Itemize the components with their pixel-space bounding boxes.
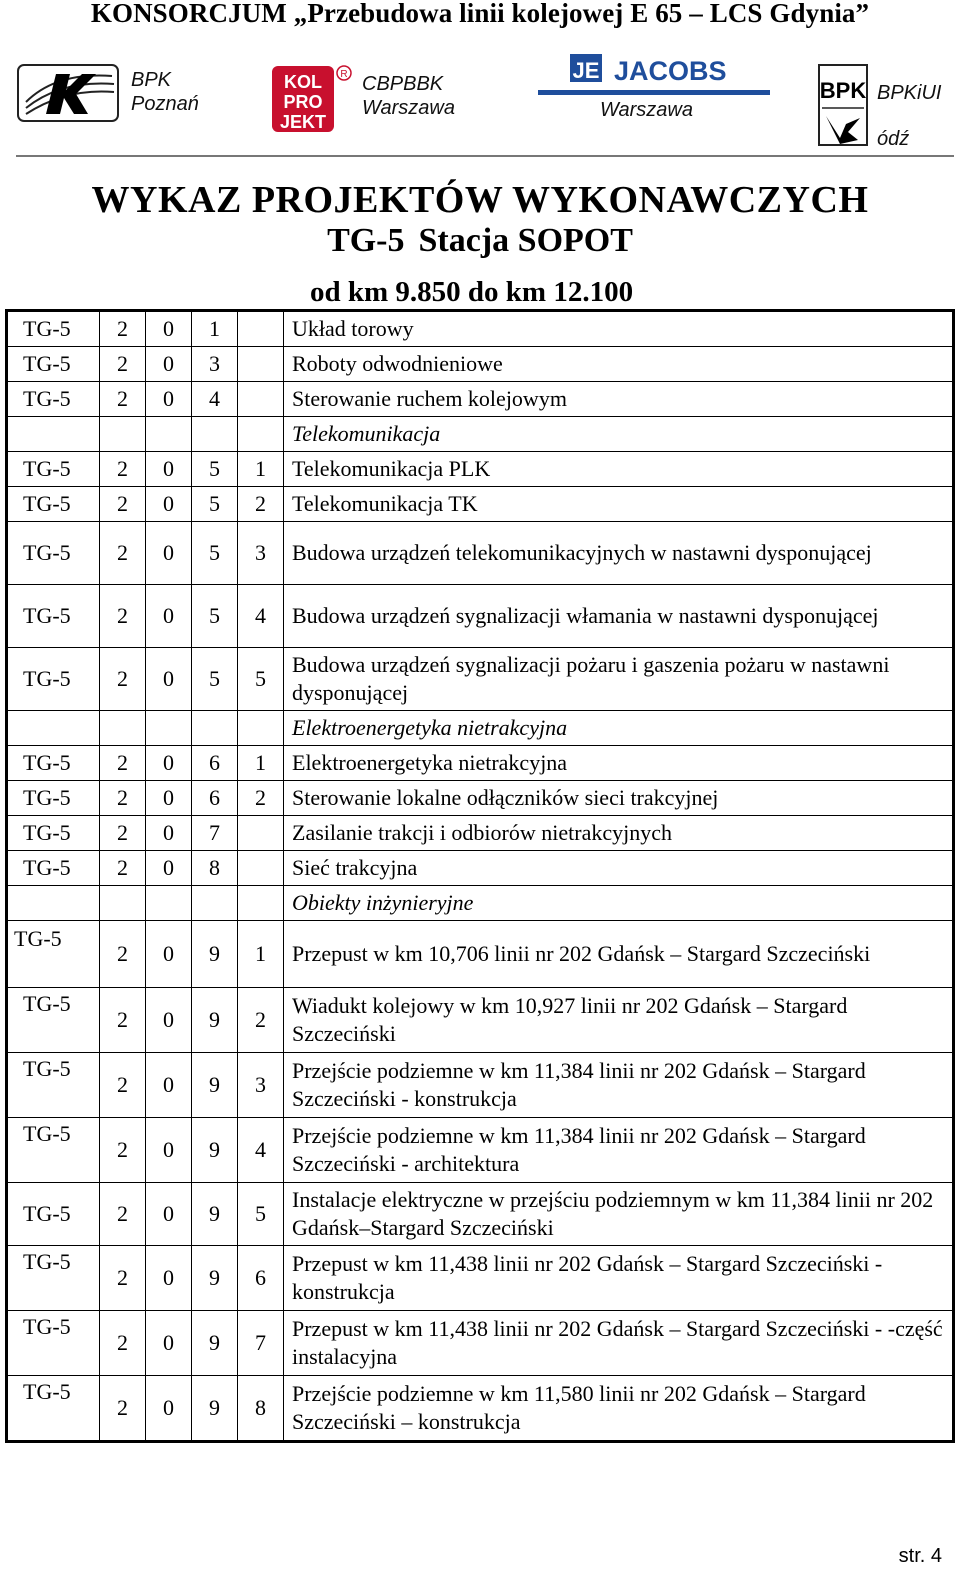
- svg-text:JEKT: JEKT: [279, 112, 327, 132]
- number-cell: 4: [192, 382, 238, 417]
- number-cell: [238, 382, 284, 417]
- number-cell: [238, 886, 284, 921]
- number-cell: 2: [100, 1183, 146, 1246]
- number-cell: 0: [146, 487, 192, 522]
- number-cell: 0: [146, 311, 192, 347]
- project-code-cell: TG-5: [7, 1311, 100, 1376]
- number-cell: 0: [146, 1053, 192, 1118]
- number-cell: 5: [192, 648, 238, 711]
- number-cell: 1: [192, 311, 238, 347]
- bpkiui-logo: [818, 64, 868, 146]
- description-cell: Przepust w km 11,438 linii nr 202 Gdańsk – Stargard Szczeciński - konstrukcja: [284, 1246, 954, 1311]
- svg-text:BPK: BPK: [819, 78, 867, 103]
- kolprojekt-logo: [270, 64, 356, 134]
- number-cell: 9: [192, 988, 238, 1053]
- number-cell: [100, 886, 146, 921]
- number-cell: 0: [146, 1246, 192, 1311]
- number-cell: 0: [146, 851, 192, 886]
- number-cell: 5: [238, 648, 284, 711]
- number-cell: [192, 417, 238, 452]
- svg-text:R: R: [340, 69, 348, 80]
- number-cell: 5: [192, 452, 238, 487]
- table-row: [7, 1311, 954, 1376]
- table-row: [7, 746, 954, 781]
- table-row: [7, 921, 954, 988]
- number-cell: 6: [192, 781, 238, 816]
- number-cell: 5: [238, 1183, 284, 1246]
- number-cell: [146, 711, 192, 746]
- number-cell: 2: [100, 452, 146, 487]
- description-cell: Sieć trakcyjna: [284, 851, 954, 886]
- description-cell: Budowa urządzeń sygnalizacji pożaru i gaszenia pożaru w nastawni dysponującej: [284, 648, 954, 711]
- table-row: [7, 452, 954, 487]
- project-code-cell: TG-5: [7, 452, 100, 487]
- number-cell: 9: [192, 1246, 238, 1311]
- project-code-cell: TG-5: [7, 781, 100, 816]
- number-cell: [238, 311, 284, 347]
- table-row: [7, 311, 954, 347]
- number-cell: [238, 417, 284, 452]
- category-row: [7, 711, 954, 746]
- number-cell: 2: [100, 988, 146, 1053]
- number-cell: 3: [192, 347, 238, 382]
- number-cell: 2: [100, 1246, 146, 1311]
- number-cell: [192, 886, 238, 921]
- number-cell: 9: [192, 1183, 238, 1246]
- category-row: [7, 417, 954, 452]
- number-cell: 2: [100, 311, 146, 347]
- number-cell: 0: [146, 921, 192, 988]
- description-cell: Telekomunikacja PLK: [284, 452, 954, 487]
- project-code-cell: [7, 711, 100, 746]
- jacobs-city-text: Warszawa: [600, 99, 693, 121]
- number-cell: [146, 417, 192, 452]
- project-code-cell: TG-5: [7, 382, 100, 417]
- number-cell: 2: [100, 1053, 146, 1118]
- number-cell: [238, 711, 284, 746]
- project-code-cell: TG-5: [7, 1246, 100, 1311]
- number-cell: 9: [192, 921, 238, 988]
- description-cell: Przepust w km 11,438 linii nr 202 Gdańsk – Stargard Szczeciński - -część instalacyjna: [284, 1311, 954, 1376]
- category-row: [7, 886, 954, 921]
- header-divider: [16, 155, 954, 157]
- description-cell: Telekomunikacja: [284, 417, 954, 452]
- table-row: [7, 1246, 954, 1311]
- number-cell: 0: [146, 1183, 192, 1246]
- projects-table: [5, 309, 955, 1443]
- project-code-cell: TG-5: [7, 921, 100, 988]
- svg-text:KOL: KOL: [284, 72, 322, 92]
- project-code-cell: TG-5: [7, 851, 100, 886]
- description-cell: Przepust w km 10,706 linii nr 202 Gdańsk – Stargard Szczeciński: [284, 921, 954, 988]
- number-cell: 0: [146, 648, 192, 711]
- description-cell: Budowa urządzeń telekomunikacyjnych w nastawni dysponującej: [284, 522, 954, 585]
- number-cell: 7: [192, 816, 238, 851]
- page-number: str. 4: [898, 1545, 942, 1567]
- project-code-cell: TG-5: [7, 988, 100, 1053]
- number-cell: 2: [100, 851, 146, 886]
- table-row: [7, 988, 954, 1053]
- bpk-poznan-text: BPK Poznań: [131, 69, 199, 115]
- table-row: [7, 851, 954, 886]
- table-row: [7, 816, 954, 851]
- description-cell: Roboty odwodnieniowe: [284, 347, 954, 382]
- svg-text:PRO: PRO: [283, 92, 323, 112]
- number-cell: 2: [100, 816, 146, 851]
- number-cell: 0: [146, 988, 192, 1053]
- number-cell: 5: [192, 487, 238, 522]
- number-cell: 2: [100, 347, 146, 382]
- number-cell: 2: [100, 1376, 146, 1442]
- project-code-cell: TG-5: [7, 746, 100, 781]
- svg-text:JE: JE: [572, 58, 600, 83]
- number-cell: 8: [238, 1376, 284, 1442]
- number-cell: 3: [238, 1053, 284, 1118]
- number-cell: [238, 851, 284, 886]
- project-code-cell: TG-5: [7, 816, 100, 851]
- description-cell: Przejście podziemne w km 11,384 linii nr 202 Gdańsk – Stargard Szczeciński - architektura: [284, 1118, 954, 1183]
- description-cell: Zasilanie trakcji i odbiorów nietrakcyjnych: [284, 816, 954, 851]
- table-row: [7, 522, 954, 585]
- description-cell: Sterowanie ruchem kolejowym: [284, 382, 954, 417]
- description-cell: Elektroenergetyka nietrakcyjna: [284, 746, 954, 781]
- description-cell: Budowa urządzeń sygnalizacji włamania w nastawni dysponującej: [284, 585, 954, 648]
- number-cell: 4: [238, 1118, 284, 1183]
- number-cell: 5: [192, 585, 238, 648]
- table-row: [7, 347, 954, 382]
- number-cell: 0: [146, 522, 192, 585]
- number-cell: 0: [146, 347, 192, 382]
- number-cell: 2: [238, 988, 284, 1053]
- project-code-cell: TG-5: [7, 1183, 100, 1246]
- table-row: [7, 487, 954, 522]
- number-cell: 2: [100, 585, 146, 648]
- consortium-heading: KONSORCJUM „Przebudowa linii kolejowej E 65 – LCS Gdynia”: [90, 0, 870, 28]
- table-row: [7, 1376, 954, 1442]
- number-cell: 2: [100, 382, 146, 417]
- number-cell: 8: [192, 851, 238, 886]
- number-cell: 5: [192, 522, 238, 585]
- project-code-cell: TG-5: [7, 311, 100, 347]
- number-cell: 6: [238, 1246, 284, 1311]
- project-code-cell: TG-5: [7, 648, 100, 711]
- number-cell: 0: [146, 1311, 192, 1376]
- project-code-cell: [7, 417, 100, 452]
- number-cell: 0: [146, 452, 192, 487]
- number-cell: 9: [192, 1118, 238, 1183]
- number-cell: [100, 417, 146, 452]
- svg-text:JACOBS: JACOBS: [614, 56, 727, 86]
- document-subtitle: TG-5 Stacja SOPOT: [327, 222, 633, 259]
- table-row: [7, 382, 954, 417]
- description-cell: Telekomunikacja TK: [284, 487, 954, 522]
- number-cell: 9: [192, 1311, 238, 1376]
- number-cell: 0: [146, 781, 192, 816]
- number-cell: 2: [100, 921, 146, 988]
- project-code-cell: TG-5: [7, 585, 100, 648]
- number-cell: 9: [192, 1376, 238, 1442]
- number-cell: 0: [146, 1118, 192, 1183]
- project-code-cell: TG-5: [7, 1376, 100, 1442]
- number-cell: 7: [238, 1311, 284, 1376]
- description-cell: Przejście podziemne w km 11,384 linii nr 202 Gdańsk – Stargard Szczeciński - konstrukcja: [284, 1053, 954, 1118]
- project-code-cell: TG-5: [7, 1118, 100, 1183]
- logo-strip: [0, 48, 960, 148]
- number-cell: 1: [238, 746, 284, 781]
- document-title: WYKAZ PROJEKTÓW WYKONAWCZYCH: [91, 179, 869, 221]
- description-cell: Obiekty inżynieryjne: [284, 886, 954, 921]
- km-range: od km 9.850 do km 12.100: [310, 276, 634, 308]
- number-cell: 3: [238, 522, 284, 585]
- table-row: [7, 1118, 954, 1183]
- number-cell: 1: [238, 452, 284, 487]
- number-cell: 2: [100, 1311, 146, 1376]
- number-cell: 2: [238, 781, 284, 816]
- number-cell: 2: [100, 648, 146, 711]
- table-row: [7, 648, 954, 711]
- number-cell: 2: [100, 522, 146, 585]
- table-row: [7, 781, 954, 816]
- number-cell: 2: [100, 487, 146, 522]
- number-cell: 1: [238, 921, 284, 988]
- project-code-cell: TG-5: [7, 1053, 100, 1118]
- table-row: [7, 1053, 954, 1118]
- description-cell: Elektroenergetyka nietrakcyjna: [284, 711, 954, 746]
- bpk-poznan-logo: [16, 62, 122, 124]
- description-cell: Instalacje elektryczne w przejściu podziemnym w km 11,384 linii nr 202 Gdańsk–Stargard Szczeciński: [284, 1183, 954, 1246]
- number-cell: 0: [146, 585, 192, 648]
- bpkiui-text: BPKiUI ódź: [877, 82, 942, 150]
- project-code-cell: TG-5: [7, 522, 100, 585]
- number-cell: 0: [146, 816, 192, 851]
- table-row: [7, 585, 954, 648]
- number-cell: [238, 816, 284, 851]
- number-cell: 6: [192, 746, 238, 781]
- description-cell: Przejście podziemne w km 11,580 linii nr 202 Gdańsk – Stargard Szczeciński – konstrukcja: [284, 1376, 954, 1442]
- number-cell: 2: [238, 487, 284, 522]
- jacobs-logo: [538, 52, 772, 98]
- number-cell: 2: [100, 781, 146, 816]
- number-cell: [192, 711, 238, 746]
- number-cell: 0: [146, 746, 192, 781]
- number-cell: 2: [100, 746, 146, 781]
- number-cell: 2: [100, 1118, 146, 1183]
- description-cell: Sterowanie lokalne odłączników sieci trakcyjnej: [284, 781, 954, 816]
- description-cell: Układ torowy: [284, 311, 954, 347]
- table-row: [7, 1183, 954, 1246]
- number-cell: 0: [146, 382, 192, 417]
- number-cell: 0: [146, 1376, 192, 1442]
- number-cell: [238, 347, 284, 382]
- description-cell: Wiadukt kolejowy w km 10,927 linii nr 202 Gdańsk – Stargard Szczeciński: [284, 988, 954, 1053]
- project-code-cell: TG-5: [7, 487, 100, 522]
- number-cell: [146, 886, 192, 921]
- cbpbbk-text: CBPBBK Warszawa: [362, 73, 455, 119]
- number-cell: 9: [192, 1053, 238, 1118]
- project-code-cell: [7, 886, 100, 921]
- number-cell: 4: [238, 585, 284, 648]
- project-code-cell: TG-5: [7, 347, 100, 382]
- number-cell: [100, 711, 146, 746]
